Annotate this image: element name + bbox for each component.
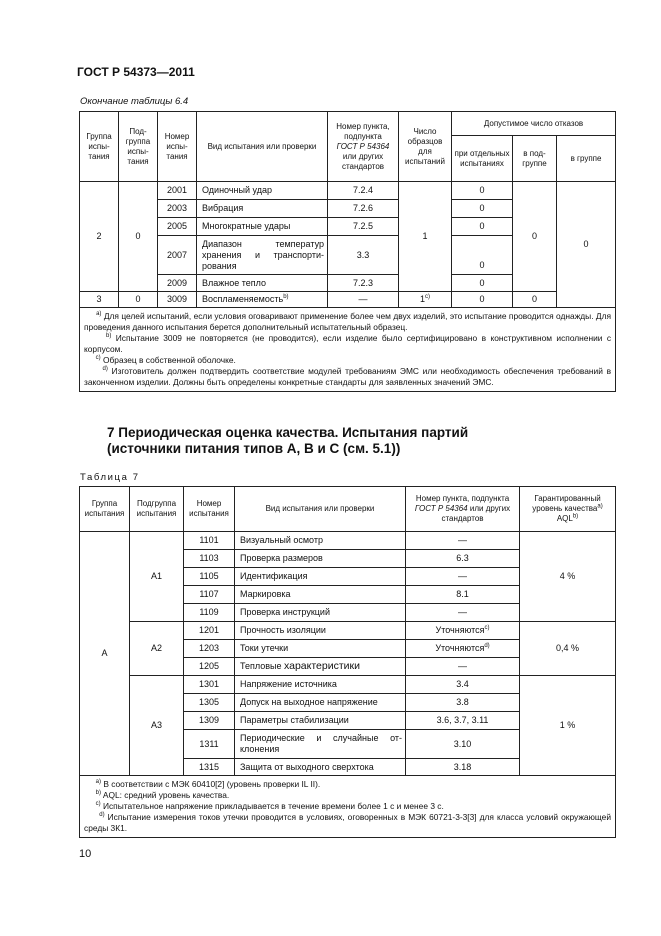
table-row: 2 0 2001 Одиночный удар 7.2.4 1 0 0 0 [80, 182, 616, 200]
aql-cell: 4 % [520, 532, 616, 622]
footnote: $^{d)}$ Испытание измерения токов утечки проводится в условиях, оговоренных в МЭК 60721-3-3[3] для класса условий окружающей среды 3К1. [84, 812, 611, 833]
samples-cell: 1 [399, 182, 452, 292]
table-row: 2003 Вибрация 7.2.6 0 [80, 200, 616, 218]
footnote: $^{c)}$ Испытательное напряжение прикладывается в течение времени более 1 с и менее 3 с. [95, 801, 444, 811]
group-cell: A [80, 532, 130, 776]
table-notes-row [80, 776, 616, 838]
page-number: 10 [79, 848, 92, 860]
header-fail-group: в группе [557, 136, 616, 182]
header-fail-individual: при отдельных испытаниях [452, 136, 513, 182]
header-group: Группа испытания [80, 487, 130, 532]
table-row: 1205 Тепловые характеристики — [80, 658, 616, 676]
table-6-4-caption: Окончание таблицы 6.4 [80, 96, 189, 107]
table-row: 2009 Влажное тепло 7.2.3 0 [80, 275, 616, 292]
header-aql: Гарантированный уровень качества$^{a)}$ AQL$^{b)}$ [520, 487, 616, 532]
table-row: 1203 Токи утечки Уточняются$^{d)}$ [80, 640, 616, 658]
table-6-4 [79, 111, 616, 392]
table-row: 3 0 3009 Воспламеняемость$^{b)}$ — 1$^{c)}$ 0 0 [80, 292, 616, 308]
table-notes [80, 776, 616, 838]
header-clause: Номер пункта, подпункта ГОСТ Р 54364 или других стандартов [328, 112, 399, 182]
header-failures: Допустимое число отказов [452, 112, 616, 136]
aql-cell: 0,4 % [520, 622, 616, 676]
header-number: Номер испытания [184, 487, 235, 532]
table-row: 1309 Параметры стабилизации 3.6, 3.7, 3.11 [80, 712, 616, 730]
fail-subgroup-cell: 0 [513, 182, 557, 292]
header-number: Номер испы-тания [158, 112, 197, 182]
table-row: 1305 Допуск на выходное напряжение 3.8 [80, 694, 616, 712]
aql-cell: 1 % [520, 676, 616, 776]
header-group: Группа испы-тания [80, 112, 119, 182]
header-test: Вид испытания или проверки [235, 487, 406, 532]
subgroup-cell: A2 [130, 622, 184, 676]
header-subgroup: Под-группа испы-тания [119, 112, 158, 182]
footnote: $^{a)}$ В соответствии с МЭК 60410[2] (уровень проверки IL II). [95, 779, 321, 789]
footnote: $^{c)}$ Образец в собственной оболочке. [95, 355, 236, 365]
footnote: $^{b)}$ Испытание 3009 не повторяется (не проводится), если изделие было сертифицировано в конструктивном исполнении с корпусом. [84, 333, 612, 354]
table-row: 2005 Многократные удары 7.2.5 0 [80, 218, 616, 236]
footnote: $^{a)}$ Для целей испытаний, если условия оговаривают применение более чем двух изделий, это испытание проводится однажды. Для проведения данного испытания берется дополнительный испытательный образец. [84, 311, 612, 332]
table-row: 1109 Проверка инструкций — [80, 604, 616, 622]
footnote: $^{d)}$ Изготовитель должен подтвердить соответствие модулей требованиям ЭМС или необходимость обеспечения требований в законченном изделии. Должны быть определены конкретные стандарты для заявленных значений ЭМС. [84, 366, 612, 387]
table-row: 1311 Периодические и случайные от- клонения 3.10 [80, 730, 616, 759]
group-cell: 2 [80, 182, 119, 292]
table-row: 1103 Проверка размеров 6.3 [80, 550, 616, 568]
section-title: 7 Периодическая оценка качества. Испытания партий (источники питания типов A, B и C (см. 5.1)) [107, 425, 469, 456]
subgroup-cell: 0 [119, 182, 158, 292]
header-subgroup: Подгруппа испытания [130, 487, 184, 532]
table-row: A3 1301 Напряжение источника 3.4 1 % [80, 676, 616, 694]
table-row: 1105 Идентификация — [80, 568, 616, 586]
table-notes [80, 308, 616, 392]
table-7 [79, 486, 616, 838]
table-row: 1107 Маркировка 8.1 [80, 586, 616, 604]
table-row: 2007 Диапазон температур хранения и транспорти- рования 3.3 0 [80, 236, 616, 275]
fail-group-cell: 0 [557, 182, 616, 308]
header-clause: Номер пункта, подпункта ГОСТ Р 54364 или других стандартов [406, 487, 520, 532]
table-row: A2 1201 Прочность изоляции Уточняются$^{c)}$ 0,4 % [80, 622, 616, 640]
header-fail-subgroup: в под-группе [513, 136, 557, 182]
table-7-caption: Таблица 7 [80, 472, 140, 483]
header-samples: Число образцов для испытаний [399, 112, 452, 182]
subgroup-cell: A3 [130, 676, 184, 776]
document-header: ГОСТ Р 54373—2011 [77, 65, 195, 79]
subgroup-cell: A1 [130, 532, 184, 622]
table-notes-row [80, 308, 616, 392]
table-row: A A1 1101 Визуальный осмотр — 4 % [80, 532, 616, 550]
header-test: Вид испытания или проверки [197, 112, 328, 182]
footnote: $^{b)}$ AQL: средний уровень качества. [95, 790, 230, 800]
table-row: 1315 Защита от выходного сверхтока 3.18 [80, 759, 616, 776]
